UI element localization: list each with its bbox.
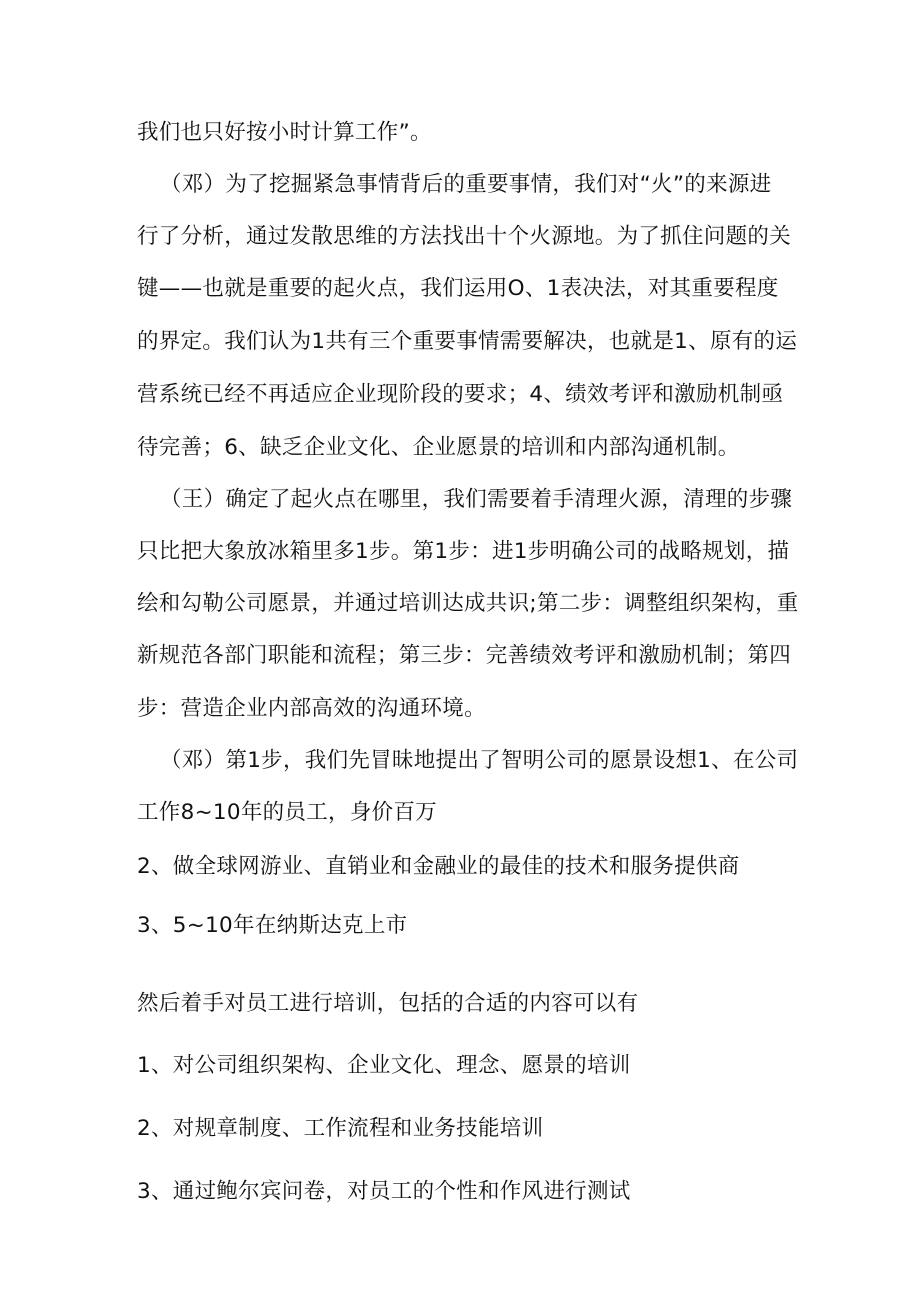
paragraph-line: 的界定。我们认为1共有三个重要事情需要解决，也就是1、原有的运: [137, 329, 798, 354]
paragraph-line: 键——也就是重要的起火点，我们运用O、1表决法，对其重要程度: [137, 276, 779, 301]
paragraph-line: （邓）为了挖掘紧急事情背后的重要事情，我们对“火”的来源进: [160, 172, 772, 197]
paragraph-line: 营系统已经不再适应企业现阶段的要求；4、绩效考评和激励机制亟: [137, 382, 784, 407]
paragraph-line: 新规范各部门职能和流程；第三步：完善绩效考评和激励机制；第四: [137, 643, 792, 668]
paragraph-line: （邓）第1步，我们先冒昧地提出了智明公司的愿景设想1、在公司: [160, 748, 799, 773]
paragraph-line: 绘和勾勒公司愿景，并通过培训达成共识;第二步：调整组织架构，重: [137, 591, 799, 616]
list-item: 1、对公司组织架构、企业文化、理念、愿景的培训: [137, 1053, 631, 1078]
list-item: 3、通过鲍尔宾问卷，对员工的个性和作风进行测试: [137, 1179, 631, 1204]
paragraph-line: 步：营造企业内部高效的沟通环境。: [137, 696, 486, 721]
paragraph-line: 我们也只好按小时计算工作”。: [137, 120, 432, 145]
list-item: 2、做全球网游业、直销业和金融业的最佳的技术和服务提供商: [137, 854, 740, 879]
list-item: 2、对规章制度、工作流程和业务技能培训: [137, 1116, 544, 1141]
list-item: 3、5~10年在纳斯达克上市: [137, 913, 408, 938]
paragraph-line: （王）确定了起火点在哪里，我们需要着手清理火源，清理的步骤: [160, 487, 793, 512]
paragraph-line: 然后着手对员工进行培训，包括的合适的内容可以有: [137, 991, 639, 1016]
paragraph-line: 待完善；6、缺乏企业文化、企业愿景的培训和内部沟通机制。: [137, 435, 740, 460]
paragraph-line: 工作8~10年的员工，身价百万: [137, 800, 438, 825]
paragraph-line: 只比把大象放冰箱里多1步。第1步：进1步明确公司的战略规划，描: [137, 539, 790, 564]
paragraph-line: 行了分析，通过发散思维的方法找出十个火源地。为了抓住问题的关: [137, 224, 792, 249]
